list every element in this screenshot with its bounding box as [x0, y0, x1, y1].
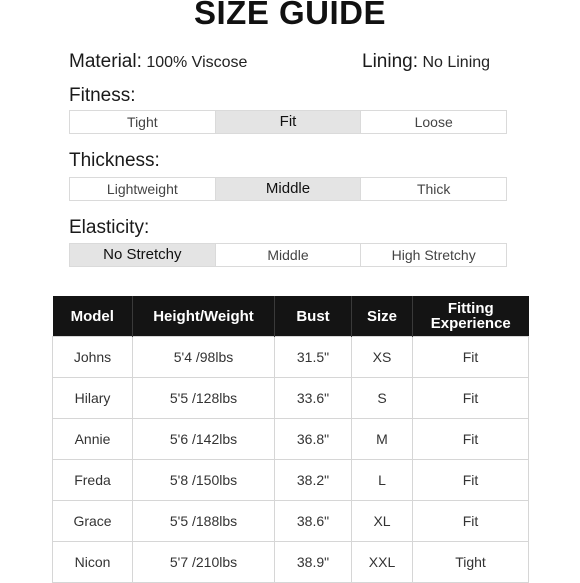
cell-bust: 36.8" [275, 419, 352, 460]
elasticity-option-middle: Middle [216, 244, 362, 266]
size-table-header-row [53, 296, 529, 337]
material-info [69, 50, 247, 74]
cell-fitting-experience: Fit [413, 460, 529, 501]
fitness-option-fit: Fit [216, 111, 362, 133]
elasticity-option-high-stretchy: High Stretchy [361, 244, 506, 266]
material-value: 100% Viscose [146, 54, 248, 71]
cell-height-weight: 5'8 /150lbs [133, 460, 275, 501]
cell-fitting-experience: Fit [413, 501, 529, 542]
cell-fitting-experience: Fit [413, 337, 529, 378]
cell-height-weight: 5'5 /128lbs [133, 378, 275, 419]
cell-size: XL [352, 501, 413, 542]
cell-model: Hilary [53, 378, 133, 419]
thickness-label: Thickness: [69, 150, 160, 171]
cell-size: S [352, 378, 413, 419]
fitness-scale [69, 110, 507, 134]
cell-model: Nicon [53, 542, 133, 583]
cell-size: L [352, 460, 413, 501]
column-header-fitting-experience: Fitting Experience [413, 296, 529, 337]
fitness-label: Fitness: [69, 85, 136, 106]
cell-size: M [352, 419, 413, 460]
fitness-option-tight: Tight [70, 111, 216, 133]
thickness-option-middle: Middle [216, 178, 362, 200]
cell-model: Johns [53, 337, 133, 378]
table-row [53, 419, 529, 460]
table-row [53, 460, 529, 501]
cell-bust: 38.2" [275, 460, 352, 501]
column-header-height-weight: Height/Weight [133, 296, 275, 337]
cell-fitting-experience: Fit [413, 378, 529, 419]
fitness-option-loose: Loose [361, 111, 506, 133]
cell-model: Freda [53, 460, 133, 501]
cell-bust: 38.6" [275, 501, 352, 542]
table-row [53, 501, 529, 542]
cell-size: XS [352, 337, 413, 378]
cell-bust: 33.6" [275, 378, 352, 419]
cell-model: Annie [53, 419, 133, 460]
cell-model: Grace [53, 501, 133, 542]
page-title: SIZE GUIDE [193, 0, 387, 31]
table-row [53, 378, 529, 419]
material-label: Material: [69, 51, 142, 72]
lining-value: No Lining [422, 54, 491, 71]
elasticity-label: Elasticity: [69, 217, 150, 238]
table-row [53, 542, 529, 583]
cell-fitting-experience: Tight [413, 542, 529, 583]
column-header-size: Size [352, 296, 413, 337]
cell-height-weight: 5'4 /98lbs [133, 337, 275, 378]
cell-height-weight: 5'5 /188lbs [133, 501, 275, 542]
cell-bust: 31.5" [275, 337, 352, 378]
thickness-option-lightweight: Lightweight [70, 178, 216, 200]
column-header-model: Model [53, 296, 133, 337]
elasticity-scale [69, 243, 507, 267]
cell-fitting-experience: Fit [413, 419, 529, 460]
cell-bust: 38.9" [275, 542, 352, 583]
cell-height-weight: 5'6 /142lbs [133, 419, 275, 460]
size-table [52, 296, 529, 583]
lining-info [362, 50, 490, 74]
thickness-scale [69, 177, 507, 201]
column-header-bust: Bust [275, 296, 352, 337]
lining-label: Lining: [362, 51, 418, 72]
elasticity-option-no-stretchy: No Stretchy [70, 244, 216, 266]
cell-height-weight: 5'7 /210lbs [133, 542, 275, 583]
cell-size: XXL [352, 542, 413, 583]
thickness-option-thick: Thick [361, 178, 506, 200]
table-row [53, 337, 529, 378]
